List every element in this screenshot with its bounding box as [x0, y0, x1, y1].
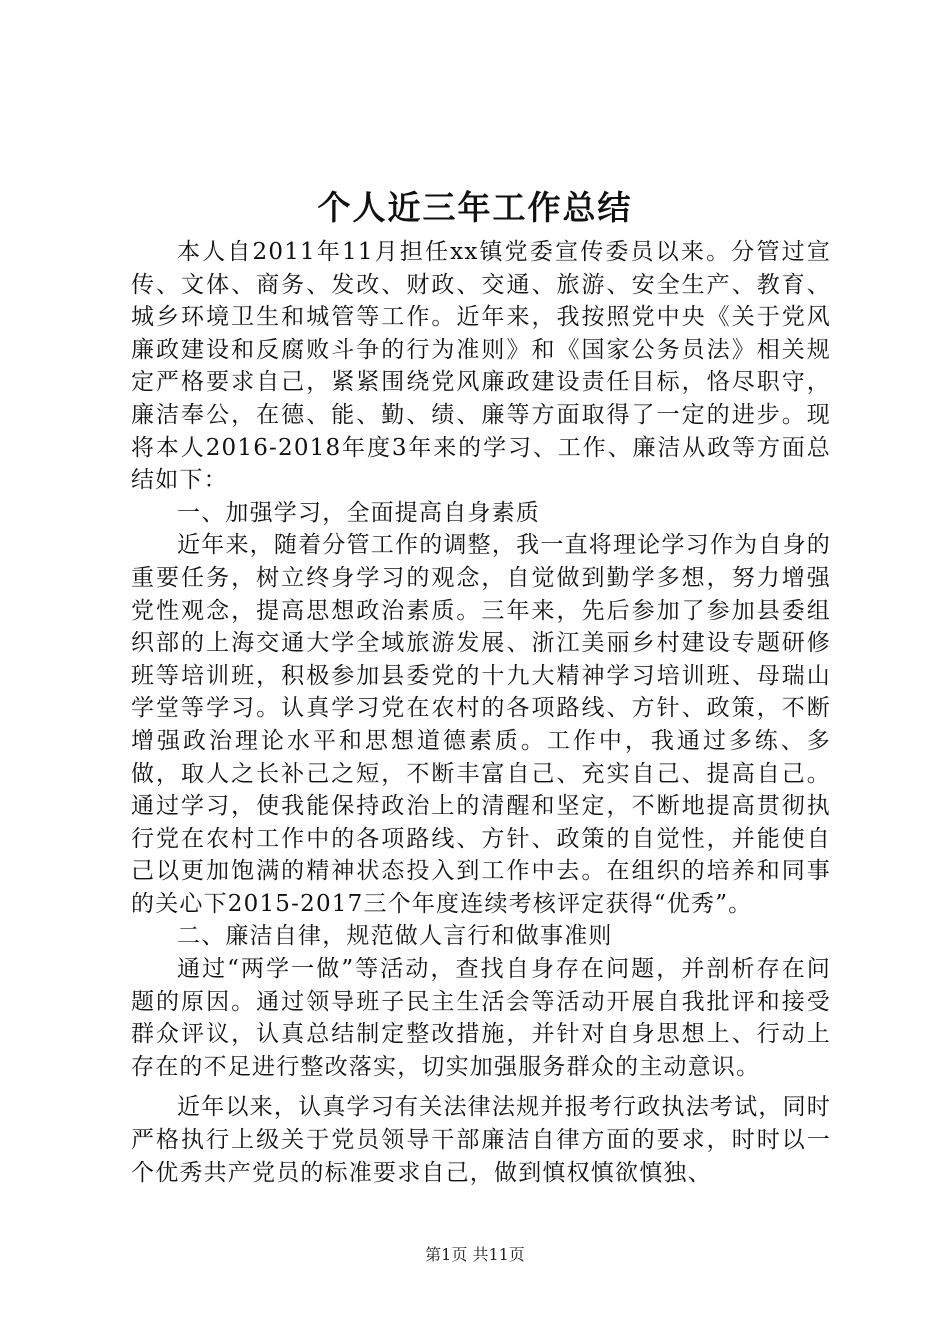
document-title: 个人近三年工作总结: [317, 188, 633, 227]
document-body: [131, 236, 831, 1189]
paragraph-integrity: 通过“两学一做”等活动，查找自身存在问题，并剖析存在问题的原因。通过领导班子民主生活会等活动开展自我批评和接受群众评议，认真总结制定整改措施，并针对自身思想上、行动上存在的不足进行整改落实，切实加强服务群众的主动意识。: [131, 956, 831, 1080]
section-heading-integrity: 二、廉洁自律，规范做人言行和做事准则: [177, 923, 613, 950]
page-footer: 第1页 共11页: [425, 1245, 525, 1264]
paragraph-law-study: 近年以来，认真学习有关法律法规并报考行政执法考试，同时严格执行上级关于党员领导干部廉洁自律方面的要求，时时以一个优秀共产党员的标准要求自己，做到慎权慎欲慎独、: [131, 1094, 831, 1186]
paragraph-study: 近年来，随着分管工作的调整，我一直将理论学习作为自身的重要任务，树立终身学习的观念，自觉做到勤学多想，努力增强党性观念，提高思想政治素质。三年来，先后参加了参加县委组织部的上海交通大学全域旅游发展、浙江美丽乡村建设专题研修班等培训班，积极参加县委党的十九大精神学习培训班、母瑞山学堂等学习。认真学习党在农村的各项路线、方针、政策，不断增强政治理论水平和思想道德素质。工作中，我通过多练、多做，取人之长补己之短，不断丰富自己、充实自己、提高自己。通过学习，使我能保持政治上的清醒和坚定，不断地提高贯彻执行党在农村工作中的各项路线、方针、政策的自觉性，并能使自己以更加饱满的精神状态投入到工作中去。在组织的培养和同事的关心下2015-2017三个年度连续考核评定获得“优秀”。: [131, 532, 831, 917]
paragraph-intro: 本人自2011年11月担任xx镇党委宣传委员以来。分管过宣传、文体、商务、发改、财政、交通、旅游、安全生产、教育、城乡环境卫生和城管等工作。近年来，我按照党中央《关于党风廉政建设和反腐败斗争的行为准则》和《国家公务员法》相关规定严格要求自己，紧紧围绕党风廉政建设责任目标，恪尽职守，廉洁奉公，在德、能、勤、绩、廉等方面取得了一定的进步。现将本人2016-2018年度3年来的学习、工作、廉洁从政等方面总结如下：: [131, 239, 831, 494]
section-heading-study: 一、加强学习，全面提高自身素质: [177, 499, 540, 526]
